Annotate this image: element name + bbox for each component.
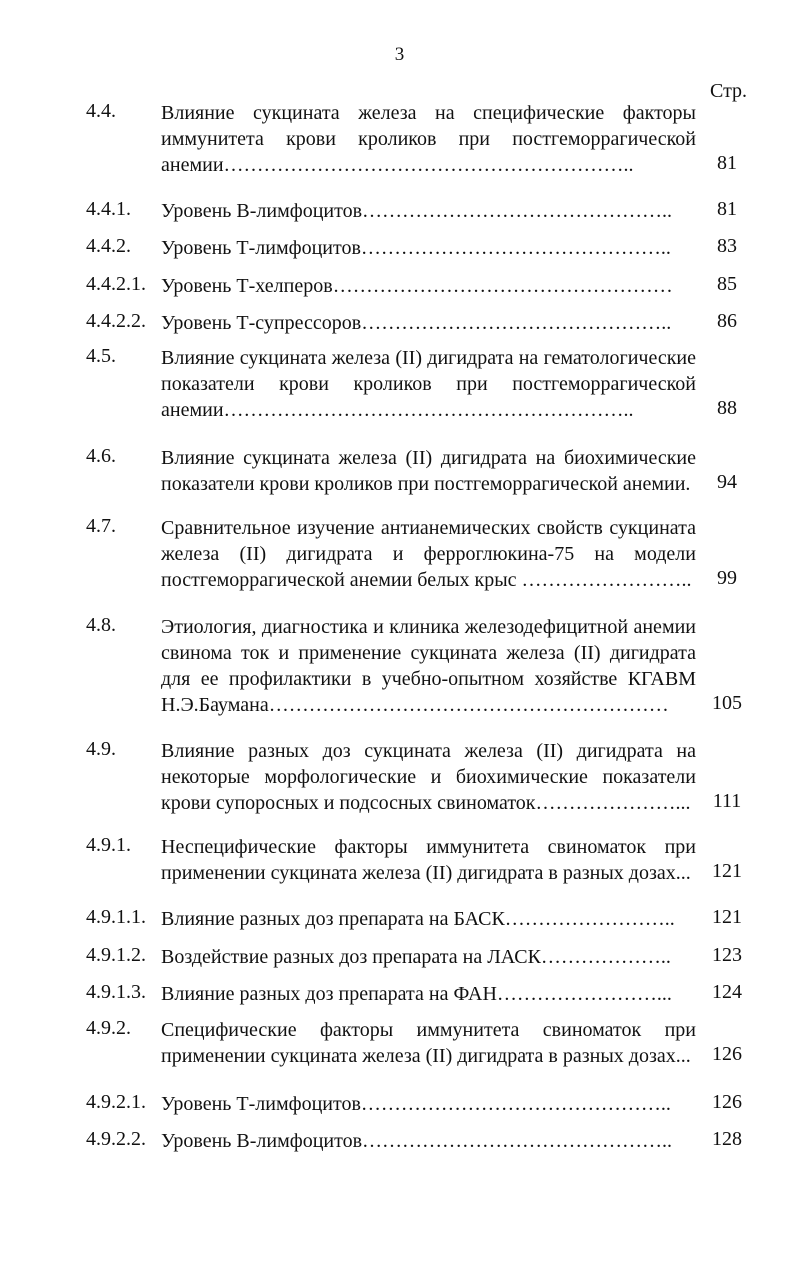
toc-entry-title xyxy=(161,614,696,718)
toc-entry-title-line: иммунитета крови кроликов при постгеморрагической xyxy=(161,128,696,150)
toc-entry-page: 81 xyxy=(717,152,737,174)
toc-entry-number: 4.9.2. xyxy=(86,1017,131,1039)
toc-entry-title-last-line: Н.Э.Баумана…………………………………………………… xyxy=(161,694,669,716)
toc-entry-page: 86 xyxy=(717,310,737,332)
toc-entry-title-line: для ее профилактики в учебно-опытном хозяйстве КГАВМ xyxy=(161,668,696,690)
toc-entry-title-last-line: показатели крови кроликов при постгеморрагической анемии. xyxy=(161,473,691,495)
toc-entry-title-last-line: постгеморрагической анемии белых крыс …………………….. xyxy=(161,569,692,591)
toc-entry-title xyxy=(161,944,696,970)
toc-entry-title-last-line: Уровень Т-лимфоцитов……………………………………….. xyxy=(161,1093,671,1115)
toc-entry-page: 81 xyxy=(717,198,737,220)
toc-entry-title xyxy=(161,515,696,593)
toc-entry-title-line: Этиология, диагностика и клиника железодефицитной анемии xyxy=(161,616,696,638)
toc-entry-title-line: железа (II) дигидрата и ферроглюкина-75 на модели xyxy=(161,543,696,565)
toc-entry-number: 4.8. xyxy=(86,614,116,636)
toc-entry-page: 85 xyxy=(717,273,737,295)
toc-entry-title xyxy=(161,445,696,497)
toc-entry-number: 4.5. xyxy=(86,345,116,367)
toc-entry-title-last-line: Уровень В-лимфоцитов……………………………………….. xyxy=(161,200,673,222)
toc-entry-title-last-line: Влияние разных доз препарата на БАСК…………………….. xyxy=(161,908,675,930)
toc-entry-title-line: Влияние сукцината железа на специфические факторы xyxy=(161,102,696,124)
toc-entry-title-last-line: Уровень В-лимфоцитов……………………………………….. xyxy=(161,1130,673,1152)
toc-entry-title-line: Влияние сукцината железа (II) дигидрата на биохимические xyxy=(161,447,696,469)
toc-entry-title xyxy=(161,1017,696,1069)
toc-entry-number: 4.9.2.2. xyxy=(86,1128,146,1150)
toc-entry-title xyxy=(161,235,696,261)
toc-entry-title-line: некоторые морфологические и биохимические показатели xyxy=(161,766,696,788)
toc-entry-title xyxy=(161,738,696,816)
toc-entry-page: 94 xyxy=(717,471,737,493)
toc-entry-number: 4.4.2. xyxy=(86,235,131,257)
toc-entry-title-last-line: применении сукцината железа (II) дигидрата в разных дозах... xyxy=(161,862,691,884)
toc-entry-number: 4.4.1. xyxy=(86,198,131,220)
toc-entry-title xyxy=(161,273,696,299)
toc-entry-page: 124 xyxy=(712,981,742,1003)
toc-entry-number: 4.4.2.1. xyxy=(86,273,146,295)
toc-entry-number: 4.6. xyxy=(86,445,116,467)
toc-entry-page: 88 xyxy=(717,397,737,419)
toc-entry-page: 99 xyxy=(717,567,737,589)
toc-entry-title-last-line: Уровень Т-лимфоцитов……………………………………….. xyxy=(161,237,671,259)
toc-entry-title xyxy=(161,100,696,178)
toc-entry-number: 4.7. xyxy=(86,515,116,537)
toc-entry-number: 4.9.1. xyxy=(86,834,131,856)
toc-entry-title-line: Влияние разных доз сукцината железа (II) дигидрата на xyxy=(161,740,696,762)
toc-entry-title xyxy=(161,1091,696,1117)
toc-entry-title-last-line: Уровень Т-супрессоров……………………………………….. xyxy=(161,312,672,334)
toc-entry-title-line: Неспецифические факторы иммунитета свиноматок при xyxy=(161,836,696,858)
toc-entry-title xyxy=(161,906,696,932)
toc-entry-title-last-line: анемии…………………………………………………….. xyxy=(161,399,634,421)
toc-entry-number: 4.9.1.3. xyxy=(86,981,146,1003)
page-number: 3 xyxy=(394,44,405,65)
toc-entry-number: 4.9.1.1. xyxy=(86,906,146,928)
toc-entry-title-last-line: Уровень Т-хелперов…………………………………………… xyxy=(161,275,673,297)
toc-entry-number: 4.9.2.1. xyxy=(86,1091,146,1113)
toc-entry-title-line: показатели крови кроликов при постгеморрагической xyxy=(161,373,696,395)
toc-entry-title xyxy=(161,345,696,423)
toc-entry-title-last-line: Влияние разных доз препарата на ФАН……………………... xyxy=(161,983,672,1005)
toc-entry-page: 126 xyxy=(712,1091,742,1113)
toc-entry-number: 4.4.2.2. xyxy=(86,310,146,332)
toc-entry-title-last-line: применении сукцината железа (II) дигидрата в разных дозах... xyxy=(161,1045,691,1067)
toc-entry-number: 4.9. xyxy=(86,738,116,760)
toc-entry-page: 111 xyxy=(712,790,742,812)
toc-entry-page: 121 xyxy=(712,906,742,928)
toc-entry-page: 105 xyxy=(712,692,742,714)
toc-entry-title-line: Специфические факторы иммунитета свиноматок при xyxy=(161,1019,696,1041)
toc-entry-title xyxy=(161,198,696,224)
toc-entry-page: 83 xyxy=(717,235,737,257)
toc-entry-title-last-line: Воздействие разных доз препарата на ЛАСК……………….. xyxy=(161,946,671,968)
page-column-label: Стр. xyxy=(710,80,748,102)
toc-entry-page: 123 xyxy=(712,944,742,966)
toc-entry-title xyxy=(161,981,696,1007)
toc-entry-number: 4.4. xyxy=(86,100,116,122)
toc-entry-title-last-line: крови супоросных и подсосных свиноматок…………………... xyxy=(161,792,691,814)
toc-entry-title-line: свинома ток и применение сукцината железа (II) дигидрата xyxy=(161,642,696,664)
toc-entry-title-last-line: анемии…………………………………………………….. xyxy=(161,154,634,176)
toc-entry-title xyxy=(161,1128,696,1154)
toc-entry-title xyxy=(161,310,696,336)
toc-entry-title xyxy=(161,834,696,886)
toc-entry-number: 4.9.1.2. xyxy=(86,944,146,966)
toc-entry-page: 128 xyxy=(712,1128,742,1150)
toc-entry-page: 121 xyxy=(712,860,742,882)
toc-entry-page: 126 xyxy=(712,1043,742,1065)
toc-entry-title-line: Сравнительное изучение антианемических свойств сукцината xyxy=(161,517,696,539)
toc-entry-title-line: Влияние сукцината железа (II) дигидрата на гематологические xyxy=(161,347,696,369)
